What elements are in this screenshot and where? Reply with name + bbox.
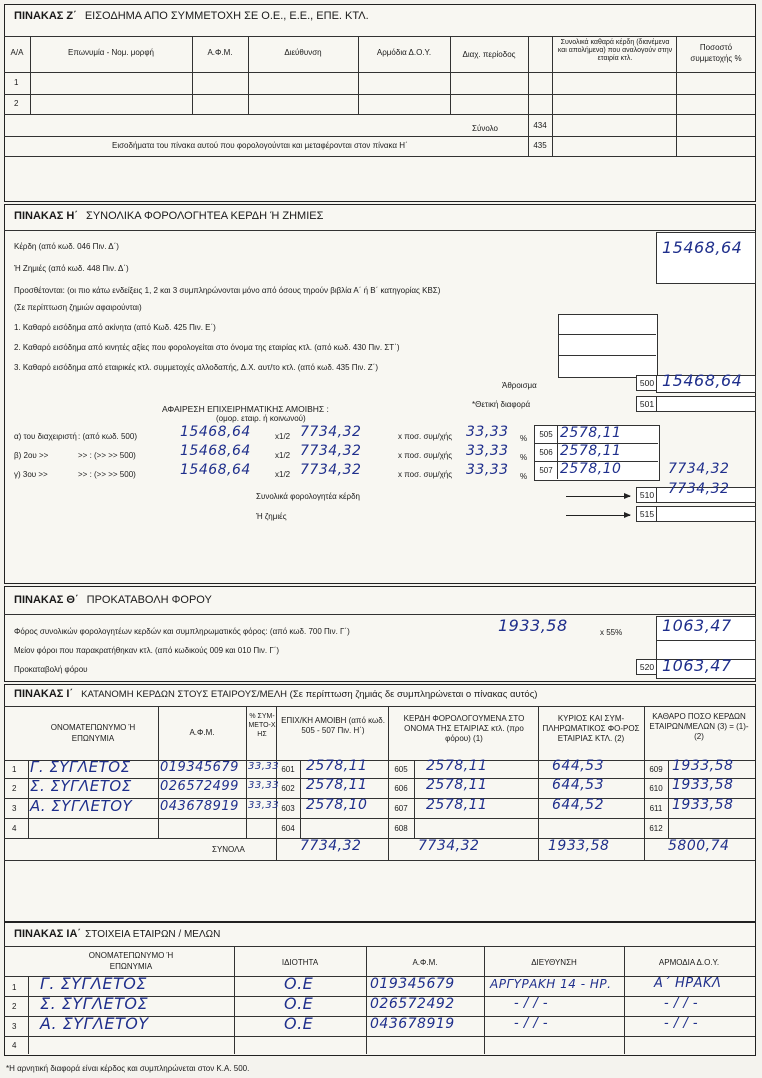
fee-value: 2578,11 [306,758,368,774]
code: 611 [649,804,663,813]
member-role: Ο.Ε [284,994,314,1013]
table-i-header-profit: ΚΕΡΔΗ ΦΟΡΟΛΟΓΟΥΜΕΝΑ ΣΤΟ ΟΝΟΜΑ ΤΗΣ ΕΤΑΙΡΙΑΣ κτλ. (προ φόρου) (1) [403,714,525,743]
sum-value: 15468,64 [662,371,743,390]
deduct-subtitle: (ομορ. εταιρ. ή κοινωνού) [216,414,306,423]
partner-code: 505 [539,430,553,439]
row-number: 1 [12,983,17,992]
member-address: ΑΡΓΥΡΑΚΗ 14 - ΗΡ. [490,977,612,991]
table-z-header-profits: Συνολικά καθαρά κέρδη (διανέμενα και απολήμενα) που αναλογούν στην εταιρία κτλ. [557,39,673,62]
partner-result: 2578,10 [560,461,622,477]
code: 610 [649,784,663,793]
partner-src: >> : (>> >> 500) [78,470,136,479]
partner-pct-label: x ποσ. συμ/χής [398,451,453,460]
partner-extra: 7734,32 [668,461,730,477]
partner-pct: 33,33 [466,424,509,440]
code: 612 [649,824,663,833]
table-ia-header-doy: ΑΡΜΟΔΙΑ Δ.Ο.Υ. [658,958,720,967]
table-z-header-aa: Α/Α [10,48,24,57]
additions-box [558,314,658,378]
table-z-transfer-code: 435 [533,141,547,150]
member-address: - / / - [514,1016,549,1031]
partner-name: Α. ΣΥΓΛΕΤΟΥ [30,797,133,815]
net-value: 1933,58 [672,797,734,813]
code: 605 [394,765,408,774]
table-z-header-name: Επωνυμία - Νομ. μορφή [67,48,154,57]
row-number: 3 [12,804,17,813]
table-h-section [4,204,756,584]
taxable-label: Συνολικά φορολογητέα κέρδη [256,492,360,501]
code: 604 [281,824,295,833]
minus-label: Μείον φόροι που παρακρατήθηκαν κτλ. (από κωδικούς 009 και 010 Πιν. Γ΄) [14,646,280,655]
table-z-row-2: 2 [14,99,19,108]
partner-result: 2578,11 [560,425,622,441]
member-role: Ο.Ε [284,1014,314,1033]
table-z-title: ΠΙΝΑΚΑΣ Ζ΄ ΕΙΣΟΔΗΜΑ ΑΠΟ ΣΥΜΜΕΤΟΧΗ ΣΕ Ο.Ε., Ε.Ε., ΕΠΕ. ΚΤΛ. [14,10,369,22]
table-i-header-pct: % ΣΥΜ-ΜΕΤΟ-ΧΗΣ [248,713,276,738]
partner-pct-unit: % [520,434,528,443]
table-i-header-afm: Α.Φ.Μ. [189,728,215,737]
advance-label: Προκαταβολή φόρου [14,665,88,674]
add-label: Προσθέτονται: (οι πιο κάτω ενδείξεις 1, 2 και 3 συμπληρώνονται μόνο από όσους τηρούν βιβλία Α΄ ή Β΄ κατηγορίας ΚΒΣ) [14,286,441,295]
row-number: 2 [12,784,17,793]
tax-value: 644,52 [552,797,604,813]
table-ia-header-name: ΟΝΟΜΑΤΕΠΩΝΥΜΟ Ή ΕΠΩΝΥΜΙΑ [88,951,174,971]
partner-label: α) του διαχειριστή [14,432,77,441]
table-i-header-tax: ΚΥΡΙΟΣ ΚΑΙ ΣΥΜ-ΠΛΗΡΩΜΑΤΙΚΟΣ ΦΟ-ΡΟΣ ΕΤΑΙΡΙΑΣ ΚΤΛ. (2) [542,714,640,743]
table-i-header-net: ΚΑΘΑΡΟ ΠΟΣΟ ΚΕΡΔΩΝ ΕΤΑΙΡΩΝ/ΜΕΛΩΝ (3) = (1)-(2) [649,712,749,741]
taxable-code: 510 [636,487,658,503]
row-number: 3 [12,1022,17,1031]
profits-label: Κέρδη (από κωδ. 046 Πιν. Δ΄) [14,242,119,251]
partner-pct-label: x ποσ. συμ/χής [398,470,453,479]
tax-value: 644,53 [552,777,604,793]
code: 606 [394,784,408,793]
tax-value: 1063,47 [662,616,732,635]
tax-value: 644,53 [552,758,604,774]
profits-value: 15468,64 [662,238,743,257]
income-item-1: 1. Καθαρό εισόδημα από ακίνητα (από Κωδ. 425 Πιν. Ε΄) [14,323,216,332]
table-i-header-name: ΟΝΟΜΑΤΕΠΩΝΥΜΟ Ή ΕΠΩΝΥΜΙΑ [50,723,136,743]
table-z-total-code: 434 [533,121,547,130]
table-th-title: ΠΙΝΑΚΑΣ Θ΄ ΠΡΟΚΑΤΑΒΟΛΗ ΦΟΡΟΥ [14,594,212,606]
net-value: 1933,58 [672,758,734,774]
member-doy: - / / - [664,1016,699,1031]
tax-label: Φόρος συνολικών φορολογητέων κερδών και συμπληρωματικός φόρος: (από κωδ. 700 Πιν. Γ΄) [14,627,350,636]
partner-name: Σ. ΣΥΓΛΕΤΟΣ [30,777,132,795]
partner-half: 7734,32 [300,462,362,478]
partner-src: : (από κωδ. 500) [78,432,137,441]
table-z-header-address: Διεύθυνση [284,48,322,57]
tax-rate: x 55% [600,628,623,637]
losses2-label: Ή ζημιές [256,512,287,521]
partner-code: 506 [539,448,553,457]
table-z-header-period: Διαχ. περίοδος [462,50,516,59]
member-doy: Α΄ ΗΡΑΚΛ [654,976,722,991]
partner-half-label: x1/2 [275,432,291,441]
member-afm: 019345679 [370,976,455,992]
diff-box [656,396,756,412]
code: 607 [394,804,408,813]
table-i-title: ΠΙΝΑΚΑΣ Ι΄ ΚΑΤΑΝΟΜΗ ΚΕΡΔΩΝ ΣΤΟΥΣ ΕΤΑΙΡΟΥΣ/ΜΕΛΗ (Σε περίπτωση ζημιάς δε συμπληρώνεται ο πίνακας αυτός) [14,688,538,700]
table-z-transfer-label: Εισοδήματα του πίνακα αυτού που φορολογούνται και μεταφέρονται στον πίνακα Η΄ [112,141,408,150]
partner-code: 507 [539,466,553,475]
sum-code: 500 [636,375,658,391]
partner-afm: 026572499 [160,779,239,794]
member-afm: 026572492 [370,996,455,1012]
advance-code: 520 [636,659,658,675]
fee-value: 2578,10 [306,797,368,813]
arrow-right-icon [566,496,630,497]
code: 601 [281,765,295,774]
table-z-total-label: Σύνολο [472,124,498,133]
taxable-value: 7734,32 [668,481,730,497]
partner-pct: 33,33 [248,800,280,811]
diff-label: *Θετική διαφορά [472,400,531,409]
table-i-header-fee: ΕΠΙΧ/ΚΗ ΑΜΟΙΒΗ (από κωδ. 505 - 507 Πιν. Η΄) [281,716,385,735]
table-z-header-doy: Αρμόδια Δ.Ο.Υ. [376,48,432,57]
table-ia-header-address: ΔΙΕΥΘΥΝΣΗ [531,958,577,967]
table-z-row-1: 1 [14,78,19,87]
total-fee: 7734,32 [300,838,362,854]
partner-label: β) 2ου >> [14,451,49,460]
table-z-header-afm: Α.Φ.Μ. [207,48,233,57]
income-item-2: 2. Καθαρό εισόδημα από κινητές αξίες που φορολογείται στο όνομα της εταιρίας κτλ. (από κωδ. 430 Πιν. ΣΤ΄) [14,343,400,352]
table-z-header-percent: Ποσοστό συμμετοχής % [690,43,742,63]
partner-half-label: x1/2 [275,470,291,479]
member-afm: 043678919 [370,1016,455,1032]
footnote: *Η αρνητική διαφορά είναι κέρδος και συμπληρώνεται στον Κ.Α. 500. [6,1064,250,1073]
partner-base: 15468,64 [180,424,251,440]
profit-value: 2578,11 [426,777,488,793]
code: 602 [281,784,295,793]
member-role: Ο.Ε [284,974,314,993]
partner-pct: 33,33 [248,761,280,772]
table-ia-title: ΠΙΝΑΚΑΣ ΙΑ΄ ΣΤΟΙΧΕΙΑ ΕΤΑΙΡΩΝ / ΜΕΛΩΝ [14,928,221,940]
arrow-right-icon [566,515,630,516]
row-number: 4 [12,824,17,833]
profit-value: 2578,11 [426,758,488,774]
partner-half-label: x1/2 [275,451,291,460]
total-tax: 1933,58 [548,838,610,854]
table-ia-header-role: ΙΔΙΟΤΗΤΑ [281,958,319,967]
table-z-section [4,4,756,202]
partner-half: 7734,32 [300,443,362,459]
table-h-title: ΠΙΝΑΚΑΣ Η΄ ΣΥΝΟΛΙΚΑ ΦΟΡΟΛΟΓΗΤΕΑ ΚΕΡΔΗ Ή ΖΗΜΙΕΣ [14,210,324,222]
partner-pct-unit: % [520,453,528,462]
partner-half: 7734,32 [300,424,362,440]
code: 608 [394,824,408,833]
income-item-3: 3. Καθαρό εισόδημα από εταιρικές κτλ. συμμετοχές αλλοδαπής, Δ.Χ. αυτ/το κτλ. (από κωδ. 435 Πιν. Ζ΄) [14,363,379,372]
partner-result: 2578,11 [560,443,622,459]
code: 609 [649,765,663,774]
table-ia-header-afm: Α.Φ.Μ. [412,958,438,967]
partner-src: >> : (>> >> 500) [78,451,136,460]
partner-pct: 33,33 [466,443,509,459]
row-number: 2 [12,1002,17,1011]
code: 603 [281,804,295,813]
totals-label: ΣΥΝΟΛΑ [212,845,245,854]
member-name: Α. ΣΥΓΛΕΤΟΥ [40,1014,149,1033]
partner-name: Γ. ΣΥΓΛΕΤΟΣ [30,758,131,776]
partner-pct: 33,33 [248,780,280,791]
member-doy: - / / - [664,996,699,1011]
losses2-box [656,506,756,522]
sum-label: Άθροισμα [502,381,537,390]
deduct-title: ΑΦΑΙΡΕΣΗ ΕΠΙΧΕΙΡΗΜΑΤΙΚΗΣ ΑΜΟΙΒΗΣ : [162,404,329,414]
total-net: 5800,74 [668,838,730,854]
losses-label: Ή Ζημιές (από κωδ. 448 Πιν. Δ΄) [14,264,129,273]
partner-base: 15468,64 [180,443,251,459]
losses2-code: 515 [636,506,658,522]
net-value: 1933,58 [672,777,734,793]
partner-label: γ) 3ου >> [14,470,48,479]
partner-base: 15468,64 [180,462,251,478]
total-profit: 7734,32 [418,838,480,854]
advance-value: 1063,47 [662,656,732,675]
member-name: Σ. ΣΥΓΛΕΤΟΣ [40,994,149,1013]
loss-note: (Σε περίπτωση ζημιών αφαιρούνται) [14,303,142,312]
partner-pct-unit: % [520,472,528,481]
partner-afm: 019345679 [160,760,239,775]
partner-afm: 043678919 [160,799,239,814]
member-name: Γ. ΣΥΓΛΕΤΟΣ [40,974,147,993]
partner-pct-label: x ποσ. συμ/χής [398,432,453,441]
member-address: - / / - [514,996,549,1011]
row-number: 4 [12,1041,17,1050]
diff-code: 501 [636,396,658,412]
fee-value: 2578,11 [306,777,368,793]
profit-value: 2578,11 [426,797,488,813]
partner-pct: 33,33 [466,462,509,478]
tax-base: 1933,58 [498,616,568,635]
row-number: 1 [12,765,17,774]
